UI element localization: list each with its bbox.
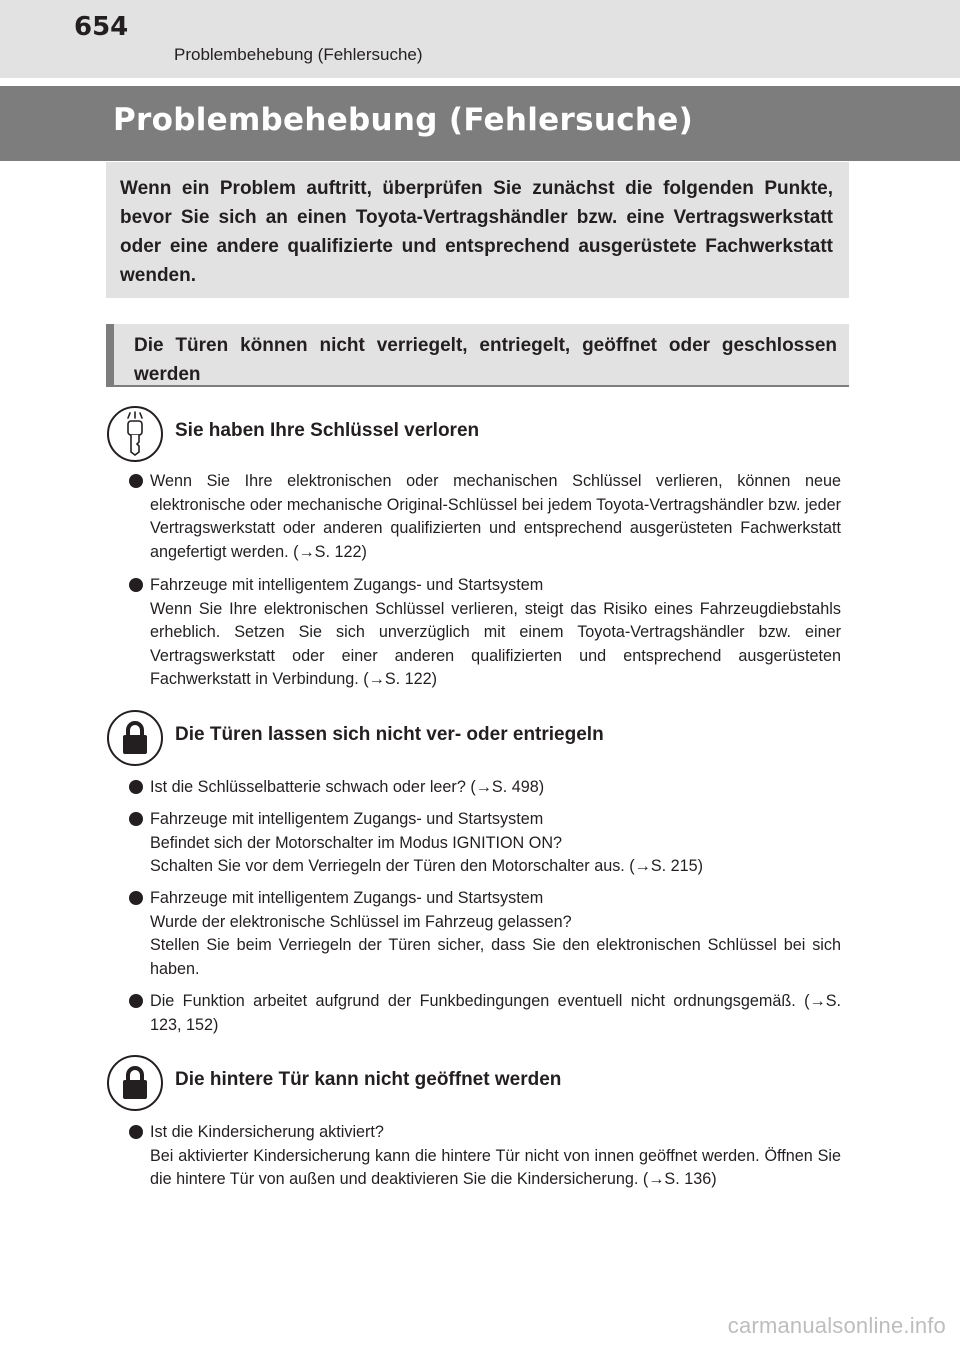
subsection-heading: Sie haben Ihre Schlüssel verloren <box>175 420 480 441</box>
item-text: Fahrzeuge mit intelligentem Zugangs- und Startsystem <box>150 889 544 907</box>
bullet-icon <box>129 891 143 905</box>
subsection-heading: Die Türen lassen sich nicht ver- oder entriegeln <box>175 724 604 745</box>
item-text: Befindet sich der Motorschalter im Modus IGNITION ON? <box>150 833 563 852</box>
top-header-band <box>0 0 960 78</box>
item-text: Ist die Kindersicherung aktiviert? <box>150 1123 384 1141</box>
list-item <box>129 1121 841 1192</box>
list-item <box>129 887 841 981</box>
bullet-icon <box>129 474 143 488</box>
item-text: Schalten Sie vor dem Verriegeln der Türen den Motorschalter aus. (→S. 215) <box>150 857 704 876</box>
bullet-icon <box>129 994 143 1008</box>
list-item <box>129 808 841 879</box>
page-number: 654 <box>74 12 129 42</box>
bullet-icon <box>129 578 143 592</box>
key-icon <box>107 406 163 462</box>
bullet-icon <box>129 812 143 826</box>
bullet-icon <box>129 780 143 794</box>
subsection-heading: Die hintere Tür kann nicht geöffnet werden <box>175 1069 562 1090</box>
item-text: Wurde der elektronische Schlüssel im Fahrzeug gelassen? <box>150 912 572 931</box>
item-text: Bei aktivierter Kindersicherung kann die hintere Tür nicht von innen geöffnet werden. Öffnen Sie die hintere Tür von außen und deaktivieren Sie die Kindersicherung. (→S. 136) <box>150 1146 841 1189</box>
item-text: Die Funktion arbeitet aufgrund der Funkbedingungen eventuell nicht ordnungsgemäß. (→S. 123, 152) <box>150 992 841 1034</box>
item-text: Wenn Sie Ihre elektronischen Schlüssel verlieren, steigt das Risiko eines Fahrzeugdiebstahls erheblich. Setzen Sie sich unverzüglich mit einem Toyota-Vertragshändler bzw. einer Vertragswerkstatt oder einer anderen qualifizierten und entsprechend ausgerüsteten Fachwerkstatt in Verbindung. (→S. 122) <box>150 599 841 689</box>
intro-box <box>106 162 849 298</box>
lock-icon <box>107 1055 163 1111</box>
list-item <box>129 470 841 564</box>
list-item <box>129 990 841 1037</box>
item-text: Wenn Sie Ihre elektronischen oder mechanischen Schlüssel verlieren, können neue elektronische oder mechanische Original-Schlüssel bei jedem Toyota-Vertragshändler bzw. jeder Vertragswerkstatt oder anderen qualifizierten und entsprechend ausgerüsteten Fachwerkstatt angefertigt werden. (→S. 122) <box>150 472 841 561</box>
intro-text: Wenn ein Problem auftritt, überprüfen Sie zunächst die folgenden Punkte, bevor Sie sich an einen Toyota-Vertragshändler bzw. eine Vertragswerkstatt oder eine andere qualifizierte und entsprechend ausgerüstete Fachwerkstatt wenden. <box>120 178 833 286</box>
list-item <box>129 574 841 692</box>
list-item <box>129 776 841 800</box>
item-text: Stellen Sie beim Verriegeln der Türen sicher, dass Sie den elektronischen Schlüssel bei sich haben. <box>150 936 841 978</box>
item-text: Fahrzeuge mit intelligentem Zugangs- und Startsystem <box>150 810 544 828</box>
bullet-icon <box>129 1125 143 1139</box>
running-header-title: Problembehebung (Fehlersuche) <box>174 45 423 64</box>
lock-icon <box>107 710 163 766</box>
item-text: Fahrzeuge mit intelligentem Zugangs- und Startsystem <box>150 576 544 594</box>
watermark: carmanualsonline.info <box>727 1313 946 1338</box>
section-heading: Die Türen können nicht verriegelt, entriegelt, geöffnet oder geschlossen werden <box>134 335 837 385</box>
item-text: Ist die Schlüsselbatterie schwach oder leer? (→S. 498) <box>150 778 545 796</box>
section-heading-box <box>106 324 849 387</box>
page-title: Problembehebung (Fehlersuche) <box>113 102 694 138</box>
